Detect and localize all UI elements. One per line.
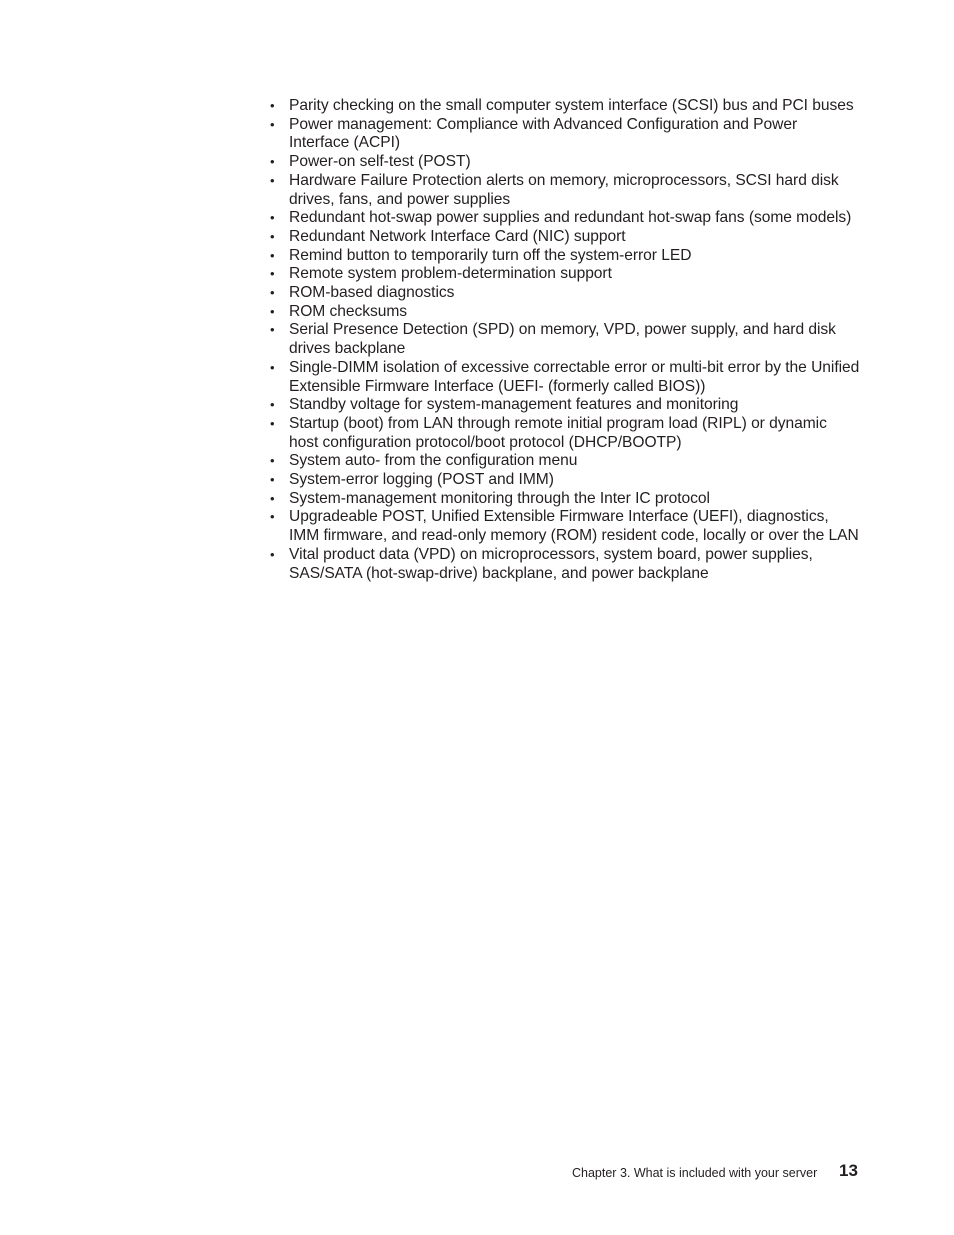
list-item-text: Upgradeable POST, Unified Extensible Firmware Interface (UEFI), diagnostics, IMM firmware, and read-only memory (ROM) resident code, locally or over the LAN (289, 508, 859, 545)
bullet-icon: • (270, 322, 275, 338)
list-item-text: Standby voltage for system-management features and monitoring (289, 396, 739, 414)
bullet-icon: • (270, 116, 275, 132)
list-item (270, 247, 860, 266)
list-item (270, 116, 860, 153)
list-item (270, 228, 860, 247)
list-item-text: Startup (boot) from LAN through remote initial program load (RIPL) or dynamic host configuration protocol/boot protocol (DHCP/BOOTP) (289, 414, 827, 451)
list-item (270, 508, 860, 545)
bullet-icon: • (270, 266, 275, 282)
bullet-icon: • (270, 546, 275, 562)
bullet-icon: • (270, 303, 275, 319)
list-item (270, 396, 860, 415)
list-item (270, 546, 860, 583)
list-item-text: Serial Presence Detection (SPD) on memory, VPD, power supply, and hard disk drives backplane (289, 321, 836, 358)
list-item-text: Remind button to temporarily turn off the system-error LED (289, 246, 692, 264)
list-item-text: Single-DIMM isolation of excessive correctable error or multi-bit error by the Unified Extensible Firmware Interface (UEFI- (formerly called BIOS)) (289, 358, 860, 395)
list-item (270, 265, 860, 284)
list-item-text: Parity checking on the small computer system interface (SCSI) bus and PCI buses (289, 97, 854, 114)
bullet-icon: • (270, 509, 275, 525)
list-item-text: Redundant Network Interface Card (NIC) support (289, 227, 626, 245)
list-item-text: ROM-based diagnostics (289, 284, 455, 302)
page-number: 13 (839, 1161, 858, 1180)
list-item-text: System-error logging (POST and IMM) (289, 471, 554, 489)
list-item (270, 415, 860, 452)
list-item (270, 172, 860, 209)
list-item-text: Vital product data (VPD) on microprocessors, system board, power supplies, SAS/SATA (hot-swap-drive) backplane, and power backplane (289, 545, 813, 582)
bullet-icon: • (270, 490, 275, 506)
list-item-text: System auto- from the configuration menu (289, 452, 578, 470)
bullet-icon: • (270, 247, 275, 263)
page-footer (572, 1161, 862, 1185)
bullet-icon: • (270, 98, 275, 113)
bullet-icon: • (270, 154, 275, 170)
list-item (270, 321, 860, 358)
chapter-title: Chapter 3. What is included with your server (572, 1166, 818, 1180)
list-item (270, 452, 860, 471)
list-item-text: Remote system problem-determination support (289, 265, 612, 283)
bullet-icon: • (270, 172, 275, 188)
bullet-icon: • (270, 359, 275, 375)
list-item (270, 471, 860, 490)
bullet-icon: • (270, 285, 275, 301)
list-item (270, 359, 860, 396)
bullet-icon: • (270, 210, 275, 226)
list-item (270, 303, 860, 322)
list-item-text: ROM checksums (289, 302, 408, 320)
bullet-icon: • (270, 415, 275, 431)
list-item (270, 97, 860, 116)
feature-list (270, 97, 860, 583)
list-item-text: System-management monitoring through the Inter IC protocol (289, 489, 710, 507)
list-item (270, 209, 860, 228)
list-item-text: Power-on self-test (POST) (289, 153, 471, 171)
bullet-icon: • (270, 453, 275, 469)
bullet-icon: • (270, 472, 275, 488)
list-item-text: Power management: Compliance with Advanced Configuration and Power Interface (ACPI) (289, 115, 798, 152)
list-item-text: Redundant hot-swap power supplies and redundant hot-swap fans (some models) (289, 209, 852, 227)
list-item (270, 153, 860, 172)
list-item (270, 490, 860, 509)
main-content (270, 97, 860, 583)
list-item-text: Hardware Failure Protection alerts on memory, microprocessors, SCSI hard disk drives, fans, and power supplies (289, 171, 839, 208)
bullet-icon: • (270, 397, 275, 413)
bullet-icon: • (270, 228, 275, 244)
list-item (270, 284, 860, 303)
